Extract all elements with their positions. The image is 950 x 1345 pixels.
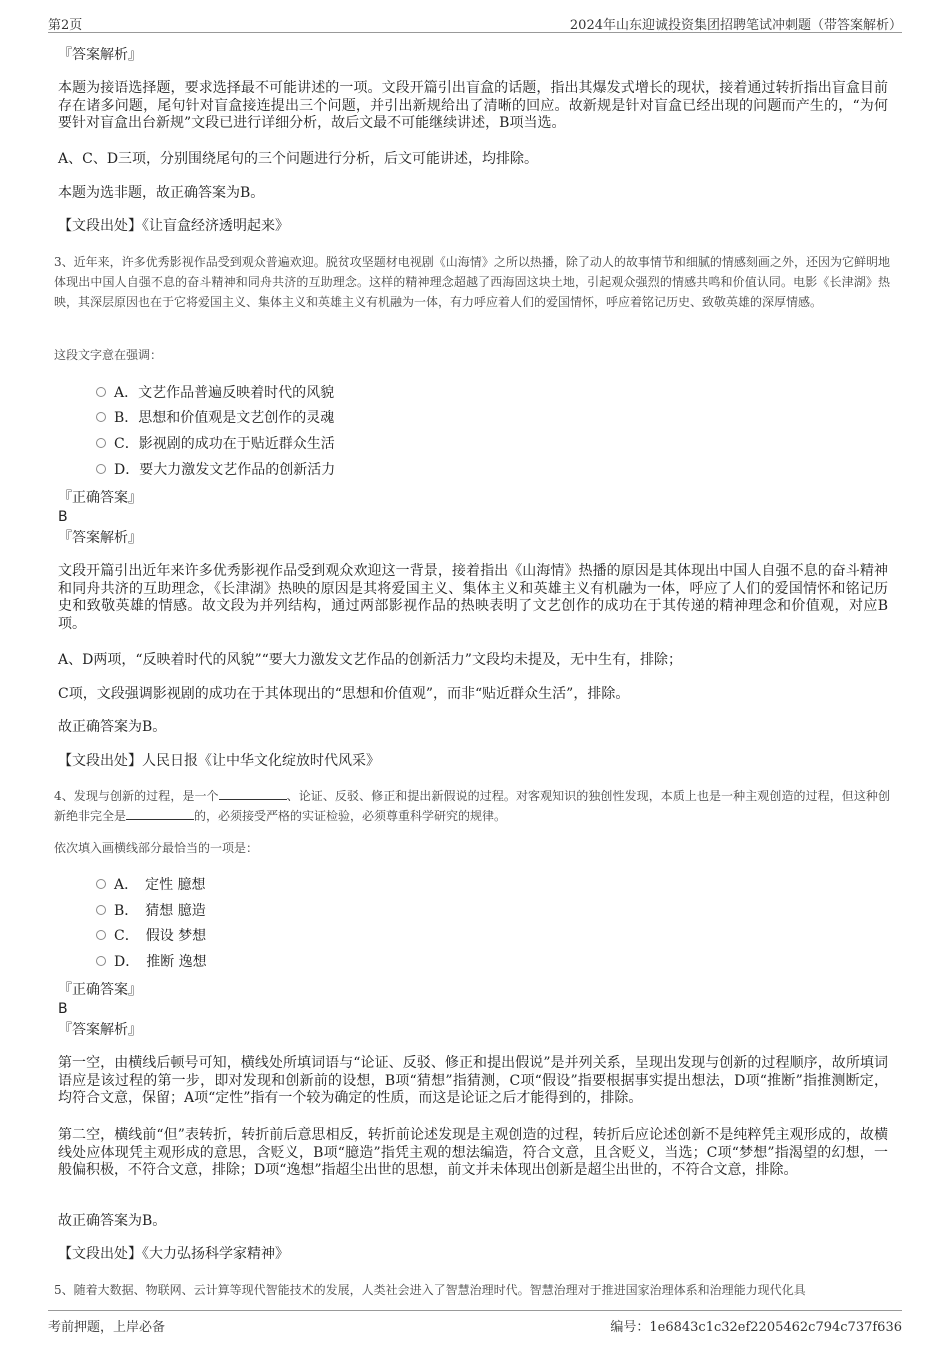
q3-option-c[interactable]: C．影视剧的成功在于贴近群众生活 bbox=[96, 434, 335, 454]
radio-icon[interactable] bbox=[96, 387, 106, 397]
blank-2[interactable] bbox=[126, 807, 194, 820]
q5-stem: 5、随着大数据、物联网、云计算等现代智能技术的发展，人类社会进入了智慧治理时代。智慧治理对于推进国家治理体系和治理能力现代化具 bbox=[54, 1283, 806, 1297]
q4-source: 【文段出处】《大力弘扬科学家精神》 bbox=[58, 1246, 289, 1262]
q3-prompt: 这段文字意在强调： bbox=[54, 348, 163, 362]
q3-option-b[interactable]: B．思想和价值观是文艺创作的灵魂 bbox=[96, 408, 334, 428]
q4-option-d[interactable]: D． 推断 逸想 bbox=[96, 952, 207, 972]
q4-analysis-label: 『答案解析』 bbox=[58, 1022, 142, 1038]
blank-1[interactable] bbox=[219, 787, 287, 800]
q4-stem: 4、发现与创新的过程，是一个 、论证、反驳、修正和提出新假说的过程。对客观知识的独创性发现，本质上也是一种主观创造的过程，但这种创新绝非完全是 的，必须接受严格的实证检验，必须尊重科学研究的规律。 bbox=[54, 789, 890, 823]
radio-icon[interactable] bbox=[96, 930, 106, 940]
q4-option-a[interactable]: A． 定性 臆想 bbox=[96, 875, 206, 895]
q2-source: 【文段出处】《让盲盒经济透明起来》 bbox=[58, 218, 289, 234]
q4-answer-label: 『正确答案』 bbox=[58, 982, 142, 998]
q2-analysis-p3: 本题为选非题，故正确答案为B。 bbox=[58, 185, 265, 201]
page-header bbox=[48, 12, 902, 33]
q4-analysis-p2: 第二空，横线前“但”表转折，转折前后意思相反，转折前论述发现是主观创造的过程，转折后应论述创新不是纯粹凭主观形成的，故横线处应体现凭主观形成的意思，含贬义，B项“臆造”指凭主观的想法编造，符合文意，且含贬义，当选；C项“梦想”指渴望的幻想，一般偏积极，不符合文意，排除；D项“逸想”指超尘出世的思想，前文并未体现出创新是超尘出世的，不符合文意，排除。 bbox=[58, 1127, 888, 1178]
radio-icon[interactable] bbox=[96, 464, 106, 474]
q3-analysis-p1: 文段开篇引出近年来许多优秀影视作品受到观众欢迎这一背景，接着指出《山海情》热播的原因是其体现出中国人自强不息的奋斗精神和同舟共济的互助理念，《长津湖》热映的原因是其将爱国主义、集体主义和英雄主义有机融为一体，呼应了人们的爱国情怀和铭记历史和致敬英雄的情感。故文段为并列结构，通过两部影视作品的热映表明了文艺创作的成功在于其传递的精神理念和价值观，对应B项。 bbox=[58, 563, 888, 632]
q3-option-a[interactable]: A．文艺作品普遍反映着时代的风貌 bbox=[96, 383, 334, 403]
radio-icon[interactable] bbox=[96, 879, 106, 889]
q4-prompt: 依次填入画横线部分最恰当的一项是： bbox=[54, 841, 259, 855]
q4-answer: B bbox=[58, 1001, 68, 1017]
q4-option-c[interactable]: C． 假设 梦想 bbox=[96, 926, 206, 946]
q3-analysis-p3: C项，文段强调影视剧的成功在于其体现出的“思想和价值观”，而非“贴近群众生活”，排除。 bbox=[58, 686, 630, 702]
page-number: 第2页 bbox=[48, 18, 83, 33]
q3-analysis-label: 『答案解析』 bbox=[58, 530, 142, 546]
q4-option-b[interactable]: B． 猜想 臆造 bbox=[96, 901, 206, 921]
q4-analysis-p1: 第一空，由横线后顿号可知，横线处所填词语与“论证、反驳、修正和提出假说”是并列关系，呈现出发现与创新的过程顺序，故所填词语应是该过程的第一步，即对发现和创新前的设想，B项“猜想”指猜测，C项“假设”指要根据事实提出想法，D项“推断”指推测断定，均符合文意，保留；A项“定性”指有一个较为确定的性质，而这是论证之后才能得到的，排除。 bbox=[58, 1055, 888, 1106]
q3-answer-label: 『正确答案』 bbox=[58, 490, 142, 506]
q4-analysis-p3: 故正确答案为B。 bbox=[58, 1213, 167, 1229]
q3-source: 【文段出处】人民日报《让中华文化绽放时代风采》 bbox=[58, 753, 380, 769]
q3-analysis-p4: 故正确答案为B。 bbox=[58, 719, 167, 735]
q3-stem: 3、近年来，许多优秀影视作品受到观众普遍欢迎。脱贫攻坚题材电视剧《山海情》之所以热播，除了动人的故事情节和细腻的情感刻画之外，还因为它鲜明地体现出中国人自强不息的奋斗精神和同舟共济的互助理念。这样的精神理念超越了西海固这块土地，引起观众强烈的情感共鸣和价值认同。电影《长津湖》热映，其深层原因也在于它将爱国主义、集体主义和英雄主义有机融为一体，有力呼应着人们的爱国情怀，呼应着铭记历史、致敬英雄的深厚情感。 bbox=[54, 255, 890, 309]
q2-analysis-p1: 本题为接语选择题，要求选择最不可能讲述的一项。文段开篇引出盲盒的话题，指出其爆发式增长的现状，接着通过转折指出盲盒目前存在诸多问题，尾句针对盲盒接连提出三个问题，并引出新规给出了清晰的回应。故新规是针对盲盒已经出现的问题而产生的，“为何要针对盲盒出台新规”文段已进行详细分析，故后文最不可能继续讲述，B项当选。 bbox=[58, 80, 888, 131]
radio-icon[interactable] bbox=[96, 438, 106, 448]
document-code: 编号：1e6843c1c32ef2205462c794c737f636 bbox=[610, 1320, 902, 1335]
radio-icon[interactable] bbox=[96, 956, 106, 966]
q3-analysis-p2: A、D两项，“反映着时代的风貌”“要大力激发文艺作品的创新活力”文段均未提及，无中生有，排除； bbox=[58, 652, 682, 668]
radio-icon[interactable] bbox=[96, 905, 106, 915]
q2-analysis-label: 『答案解析』 bbox=[58, 47, 142, 63]
document-title: 2024年山东迎诚投资集团招聘笔试冲刺题（带答案解析） bbox=[569, 18, 902, 33]
q3-option-d[interactable]: D．要大力激发文艺作品的创新活力 bbox=[96, 460, 335, 480]
q3-answer: B bbox=[58, 509, 68, 525]
footer-slogan: 考前押题，上岸必备 bbox=[48, 1320, 166, 1335]
page-footer bbox=[48, 1310, 902, 1333]
radio-icon[interactable] bbox=[96, 412, 106, 422]
q2-analysis-p2: A、C、D三项，分别围绕尾句的三个问题进行分析，后文可能讲述，均排除。 bbox=[58, 151, 539, 167]
